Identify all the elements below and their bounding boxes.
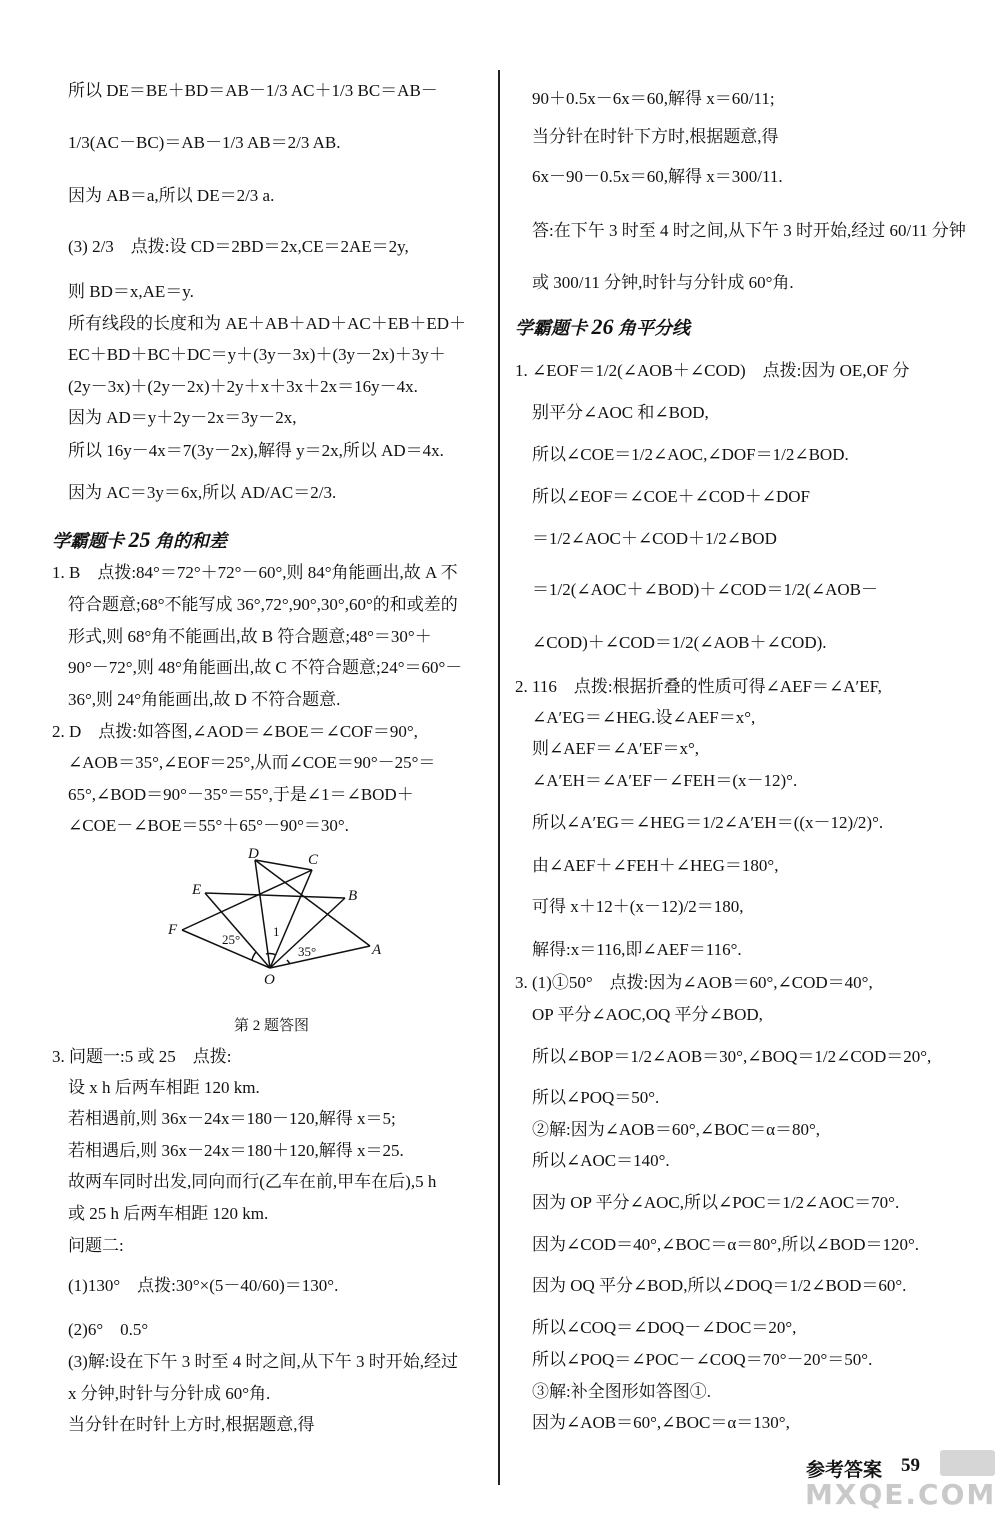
text-line: 所以∠COE＝1/2∠AOC,∠DOF＝1/2∠BOD.	[532, 445, 849, 464]
text-line: 由∠AEF＋∠FEH＋∠HEG＝180°,	[532, 856, 779, 875]
text-line: 所以 DE＝BE＋BD＝AB－1/3 AC＋1/3 BC＝AB－	[68, 81, 438, 100]
text-line: 若相遇后,则 36x－24x＝180＋120,解得 x＝25.	[68, 1141, 404, 1160]
point-label: C	[308, 852, 319, 868]
section-number: 25	[128, 527, 151, 552]
text-line: 解得:x＝116,即∠AEF＝116°.	[532, 940, 742, 959]
text-line: 故两车同时出发,同向而行(乙车在前,甲车在后),5 h	[68, 1172, 437, 1191]
text-line: 符合题意;68°不能写成 36°,72°,90°,30°,60°的和或差的	[68, 595, 458, 614]
text-line: 36°,则 24°角能画出,故 D 不符合题意.	[68, 690, 341, 709]
text-line: (3)解:设在下午 3 时至 4 时之间,从下午 3 时开始,经过	[68, 1352, 459, 1371]
column-divider	[498, 70, 500, 1485]
text-line: 若相遇前,则 36x－24x＝180－120,解得 x＝5;	[68, 1109, 396, 1128]
text-line: 因为∠AOB＝60°,∠BOC＝α＝130°,	[532, 1413, 790, 1432]
point-label: F	[168, 922, 178, 938]
point-label: E	[192, 882, 202, 898]
text-line: (3) 2/3 点拨:设 CD＝2BD＝2x,CE＝2AE＝2y,	[68, 237, 409, 256]
text-line: ∠COD)＋∠COD＝1/2(∠AOB＋∠COD).	[532, 633, 827, 652]
footer-label: 参考答案	[806, 1460, 883, 1481]
text-line: 答:在下午 3 时至 4 时之间,从下午 3 时开始,经过 60/11 分钟	[532, 221, 966, 240]
text-line: 90°－72°,则 48°角能画出,故 C 不符合题意;24°＝60°－	[68, 658, 463, 677]
text-line: 因为∠COD＝40°,∠BOC＝α＝80°,所以∠BOD＝120°.	[532, 1235, 920, 1254]
text-line: EC＋BD＋BC＋DC＝y＋(3y－3x)＋(3y－2x)＋3y＋	[68, 345, 446, 364]
text-line: ∠A′EH＝∠A′EF－∠FEH＝(x－12)°.	[532, 771, 798, 790]
text-line: 90＋0.5x－6x＝60,解得 x＝60/11;	[532, 89, 775, 108]
text-line: OP 平分∠AOC,OQ 平分∠BOD,	[532, 1005, 763, 1024]
text-line: 所有线段的长度和为 AE＋AB＋AD＋AC＋EB＋ED＋	[68, 314, 467, 333]
text-line: ③解:补全图形如答图①.	[532, 1382, 711, 1401]
text-line: 或 300/11 分钟,时针与分针成 60°角.	[532, 273, 794, 292]
text-line: ＝1/2∠AOC＋∠COD＋1/2∠BOD	[532, 529, 777, 548]
text-line: 所以∠EOF＝∠COE＋∠COD＋∠DOF	[532, 487, 810, 506]
text-line: (1)130° 点拨:30°×(5－40/60)＝130°.	[68, 1276, 339, 1295]
section-label: 学霸题卡	[515, 318, 587, 338]
text-line: (2y－3x)＋(2y－2x)＋2y＋x＋3x＋2x＝16y－4x.	[68, 377, 418, 396]
corner-mark	[940, 1450, 995, 1476]
point-label: D	[248, 848, 259, 862]
text-line: (2)6° 0.5°	[68, 1320, 149, 1339]
text-line: 因为 AD＝y＋2y－2x＝3y－2x,	[68, 408, 297, 427]
angle-label: 35°	[298, 944, 317, 959]
angle-label: 25°	[222, 932, 241, 947]
text-line: 别平分∠AOC 和∠BOD,	[532, 403, 709, 422]
angle-figure	[160, 848, 390, 988]
text-line: ∠AOB＝35°,∠EOF＝25°,从而∠COE＝90°－25°＝	[68, 753, 436, 772]
text-line: ②解:因为∠AOB＝60°,∠BOC＝α＝80°,	[532, 1120, 821, 1139]
section-label: 学霸题卡	[52, 531, 124, 551]
text-line: 3. 问题一:5 或 25 点拨:	[52, 1047, 232, 1066]
point-label: B	[348, 888, 358, 904]
text-line: 或 25 h 后两车相距 120 km.	[68, 1204, 269, 1223]
text-line: ＝1/2(∠AOC＋∠BOD)＋∠COD＝1/2(∠AOB－	[532, 580, 878, 599]
text-line: 1/3(AC－BC)＝AB－1/3 AB＝2/3 AB.	[68, 133, 341, 152]
text-line: 则∠AEF＝∠A′EF＝x°,	[532, 739, 699, 758]
text-line: 因为 AC＝3y＝6x,所以 AD/AC＝2/3.	[68, 483, 337, 502]
text-line: 所以∠COQ＝∠DOQ－∠DOC＝20°,	[532, 1318, 797, 1337]
text-line: ∠A′EG＝∠HEG.设∠AEF＝x°,	[532, 708, 756, 727]
text-line: 所以∠AOC＝140°.	[532, 1151, 670, 1170]
angle-label: 1	[273, 924, 280, 939]
text-line: x 分钟,时针与分针成 60°角.	[68, 1384, 271, 1403]
section-title: 角的和差	[155, 531, 227, 551]
watermark: MXQE.COM	[805, 1478, 997, 1511]
section-heading	[515, 315, 690, 340]
page-number: 59	[901, 1455, 920, 1476]
text-line: 2. D 点拨:如答图,∠AOD＝∠BOE＝∠COF＝90°,	[52, 722, 418, 741]
text-line: 1. ∠EOF＝1/2(∠AOB＋∠COD) 点拨:因为 OE,OF 分	[515, 361, 910, 380]
text-line: 当分针在时针上方时,根据题意,得	[68, 1415, 315, 1434]
text-line: 则 BD＝x,AE＝y.	[68, 282, 194, 301]
text-line: 1. B 点拨:84°＝72°＋72°－60°,则 84°角能画出,故 A 不	[52, 563, 458, 582]
text-line: ∠COE－∠BOE＝55°＋65°－90°＝30°.	[68, 816, 349, 835]
text-line: 所以∠BOP＝1/2∠AOB＝30°,∠BOQ＝1/2∠COD＝20°,	[532, 1047, 932, 1066]
text-line: 所以∠POQ＝∠POC－∠COQ＝70°－20°＝50°.	[532, 1350, 873, 1369]
section-title: 角平分线	[618, 318, 690, 338]
text-line: 所以∠A′EG＝∠HEG＝1/2∠A′EH＝((x－12)/2)°.	[532, 813, 884, 832]
text-line: 2. 116 点拨:根据折叠的性质可得∠AEF＝∠A′EF,	[515, 677, 882, 696]
text-line: 形式,则 68°角不能画出,故 B 符合题意;48°＝30°＋	[68, 627, 432, 646]
text-line: 设 x h 后两车相距 120 km.	[68, 1078, 260, 1097]
text-line: 因为 OP 平分∠AOC,所以∠POC＝1/2∠AOC＝70°.	[532, 1193, 900, 1212]
text-line: 因为 OQ 平分∠BOD,所以∠DOQ＝1/2∠BOD＝60°.	[532, 1276, 907, 1295]
section-heading	[52, 528, 227, 553]
text-line: 6x－90－0.5x＝60,解得 x＝300/11.	[532, 167, 783, 186]
text-line: 所以 16y－4x＝7(3y－2x),解得 y＝2x,所以 AD＝4x.	[68, 441, 444, 460]
point-label: A	[372, 942, 382, 958]
text-line: 65°,∠BOD＝90°－35°＝55°,于是∠1＝∠BOD＋	[68, 785, 414, 804]
text-line: 3. (1)①50° 点拨:因为∠AOB＝60°,∠COD＝40°,	[515, 973, 873, 992]
text-line: 可得 x＋12＋(x－12)/2＝180,	[532, 897, 744, 916]
text-line: 当分针在时针下方时,根据题意,得	[532, 127, 779, 146]
point-label: O	[264, 972, 275, 988]
section-number: 26	[591, 314, 614, 339]
text-line: 所以∠POQ＝50°.	[532, 1088, 660, 1107]
text-line: 问题二:	[68, 1236, 124, 1255]
text-line: 因为 AB＝a,所以 DE＝2/3 a.	[68, 186, 275, 205]
figure-caption: 第 2 题答图	[234, 1018, 310, 1034]
